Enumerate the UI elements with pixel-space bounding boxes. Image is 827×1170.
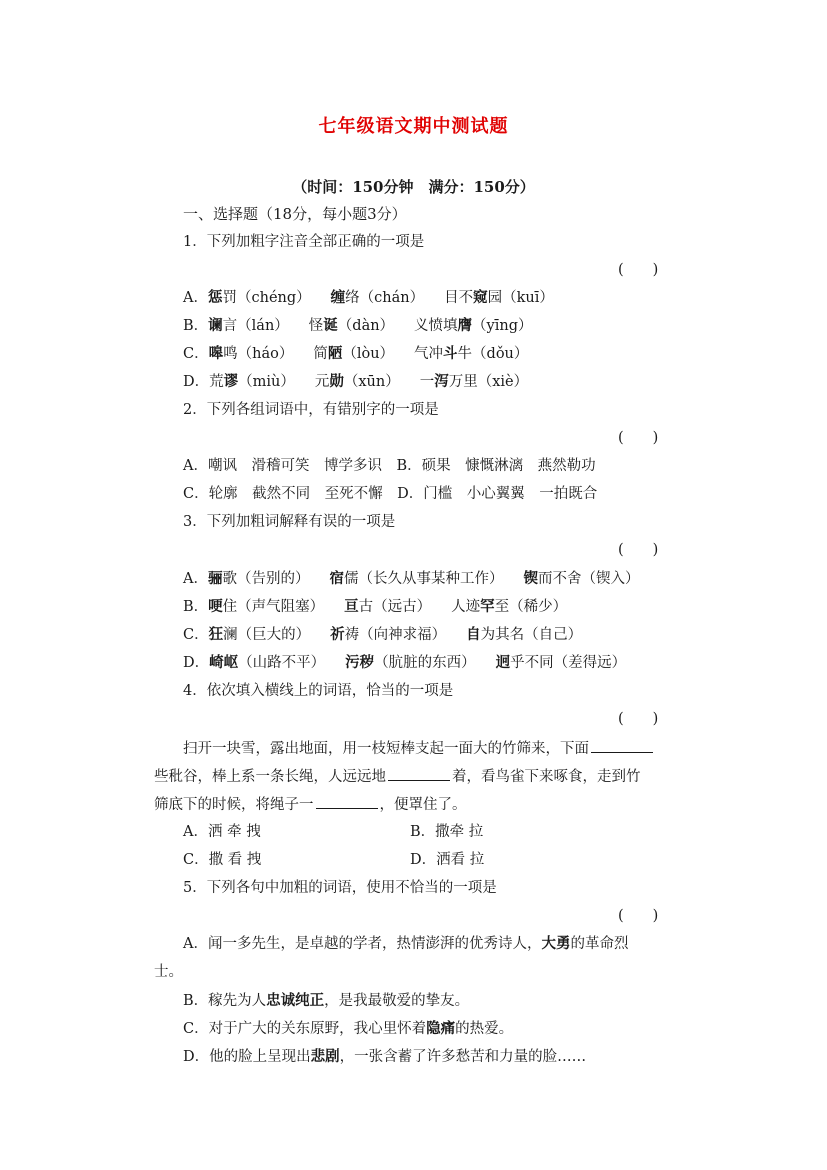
answer-paren-5: ( ) xyxy=(618,908,659,924)
answer-paren-3: ( ) xyxy=(618,542,659,558)
q4-option-b: B．撒牵 拉 xyxy=(410,824,484,840)
q4-option-a: A．洒 牵 拽 xyxy=(183,824,261,840)
exam-meta: （时间：150分钟 满分：150分） xyxy=(292,178,535,196)
fill-blank-2[interactable] xyxy=(388,766,450,781)
q4-option-d: D．洒看 拉 xyxy=(410,852,485,868)
q5-option-a: A．闻一多先生，是卓越的学者，热情澎湃的优秀诗人，大勇的革命烈 xyxy=(183,935,629,952)
q2-options-row-2: C．轮廓 截然不同 至死不懈 D．门槛 小心翼翼 一拍既合 xyxy=(183,486,598,502)
q1-option-b: B．谰言（lán） 怪诞（dàn） 义愤填膺（yīng） xyxy=(183,317,533,334)
q4-option-c: C．撒 看 拽 xyxy=(183,852,262,868)
q3-option-d: D．崎岖（山路不平） 污秽（肮脏的东西） 迥乎不同（差得远） xyxy=(183,654,627,671)
answer-paren-1: ( ) xyxy=(618,262,659,278)
q5-option-c: C．对于广大的关东原野，我心里怀着隐痛的热爱。 xyxy=(183,1020,514,1037)
question-1-stem: 1．下列加粗字注音全部正确的一项是 xyxy=(183,234,425,250)
q1-option-c: C．嗥鸣（háo） 简陋（lòu） 气冲斗牛（dǒu） xyxy=(183,345,529,362)
q1-a-1: 惩罚（chéng） xyxy=(207,289,311,306)
exam-title: 七年级语文期中测试题 xyxy=(318,116,509,137)
answer-paren-4: ( ) xyxy=(618,711,659,727)
q1-a-2: 缠络（chán） xyxy=(330,289,425,306)
q2-options-row-1: A．嘲讽 滑稽可笑 博学多识 B．硕果 慷慨淋漓 燕然勒功 xyxy=(183,458,596,474)
fill-blank-3[interactable] xyxy=(316,794,378,809)
q5-option-a-cont: 士。 xyxy=(154,964,183,980)
q4-passage: 扫开一块雪，露出地面，用一枝短棒支起一面大的竹筛来，下面 些秕谷，棒上系一条长绳，人远远地 着，看鸟雀下来啄食，走到竹 筛底下的时候，将绳子一 ，便罩住了。 xyxy=(154,735,674,819)
question-3-stem: 3．下列加粗词解释有误的一项是 xyxy=(183,514,396,530)
question-2-stem: 2．下列各组词语中，有错别字的一项是 xyxy=(183,402,439,418)
q5-option-b: B．稼先为人忠诚纯正，是我最敬爱的挚友。 xyxy=(183,992,470,1009)
answer-paren-2: ( ) xyxy=(618,430,659,446)
q3-option-b: B．哽住（声气阻塞） 亘古（远古） 人迹罕至（稀少） xyxy=(183,598,568,615)
question-4-stem: 4．依次填入横线上的词语，恰当的一项是 xyxy=(183,683,454,699)
q1-option-d: D．荒谬（miù） 元勋（xūn） 一泻万里（xiè） xyxy=(183,373,529,390)
question-5-stem: 5．下列各句中加粗的词语，使用不恰当的一项是 xyxy=(183,880,497,896)
q3-option-c: C．狂澜（巨大的） 祈祷（向神求福） 自为其名（自己） xyxy=(183,626,583,643)
q1-a-3: 目不窥园（kuī） xyxy=(444,289,554,306)
section-heading: 一、选择题（18分，每小题3分） xyxy=(183,205,407,223)
fill-blank-1[interactable] xyxy=(591,738,653,753)
q1-option-a: A．惩罚（chéng） 缠络（chán） 目不窥园（kuī） xyxy=(183,289,554,306)
q3-option-a: A．骊歌（告别的） 宿儒（长久从事某种工作） 锲而不舍（锲入） xyxy=(183,570,640,587)
q5-option-d: D．他的脸上呈现出悲剧，一张含蓄了许多愁苦和力量的脸…… xyxy=(183,1048,587,1065)
